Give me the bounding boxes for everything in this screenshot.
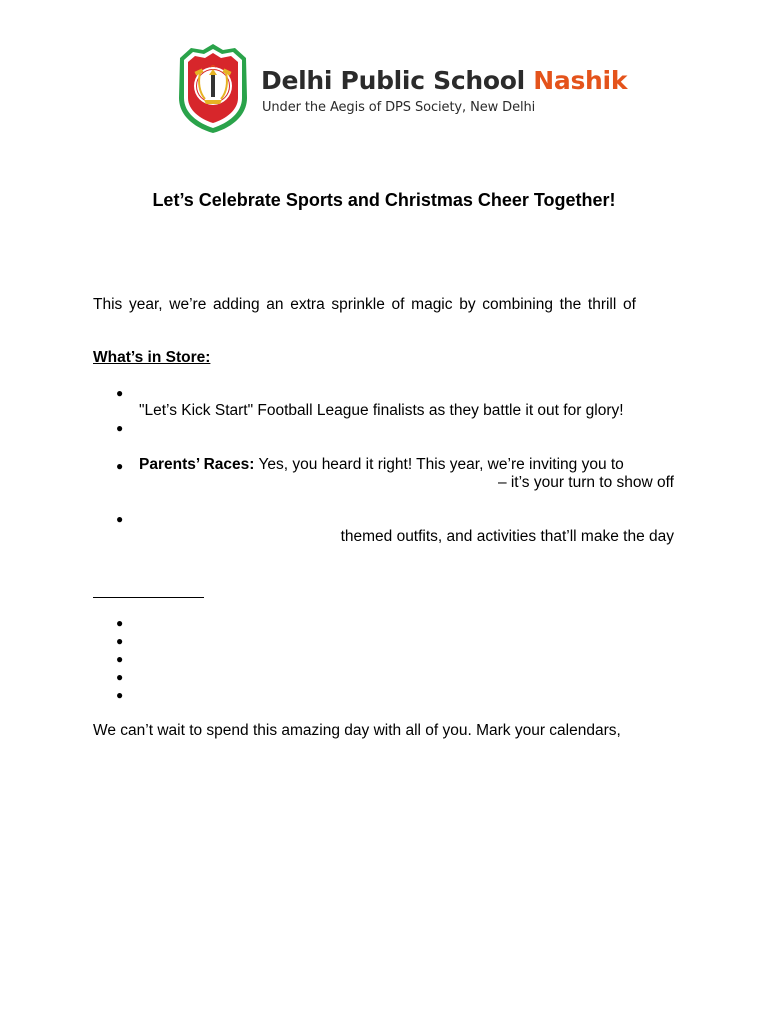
section-heading-underline	[93, 597, 204, 598]
bullet-icon: ●	[116, 688, 124, 702]
parents-races-continuation: – it’s your turn to show off	[497, 474, 674, 491]
school-tagline: Under the Aegis of DPS Society, New Delhi	[262, 100, 536, 115]
bullet-icon: ●	[116, 512, 124, 526]
page-title: Let’s Celebrate Sports and Christmas Cheer Together!	[152, 190, 616, 210]
closing-paragraph: We can’t wait to spend this amazing day with all of you. Mark your calendars,	[93, 722, 621, 739]
bullet-icon: ●	[116, 459, 124, 473]
school-name	[261, 66, 627, 96]
bullet-icon: ●	[116, 634, 124, 648]
intro-paragraph: This year, we’re adding an extra sprinkle of magic by combining the thrill of	[93, 296, 636, 313]
kickstart-line: "Let’s Kick Start" Football League finalists as they battle it out for glory!	[139, 402, 624, 419]
parents-races-label: Parents’ Races:	[139, 456, 255, 473]
bullet-icon: ●	[116, 386, 124, 400]
bullet-icon: ●	[116, 670, 124, 684]
bullet-icon: ●	[116, 421, 124, 435]
parents-races-text: Yes, you heard it right! This year, we’re inviting you to	[254, 456, 624, 473]
parents-races-item	[139, 456, 624, 474]
school-name-city: Nashik	[533, 66, 628, 95]
whats-in-store-heading: What’s in Store:	[93, 349, 211, 366]
bullet-icon: ●	[116, 616, 124, 630]
themed-outfits-line: themed outfits, and activities that’ll make the day	[340, 528, 674, 545]
school-crest-logo	[176, 42, 250, 134]
bullet-icon: ●	[116, 652, 124, 666]
school-name-main: Delhi Public School	[261, 66, 525, 95]
